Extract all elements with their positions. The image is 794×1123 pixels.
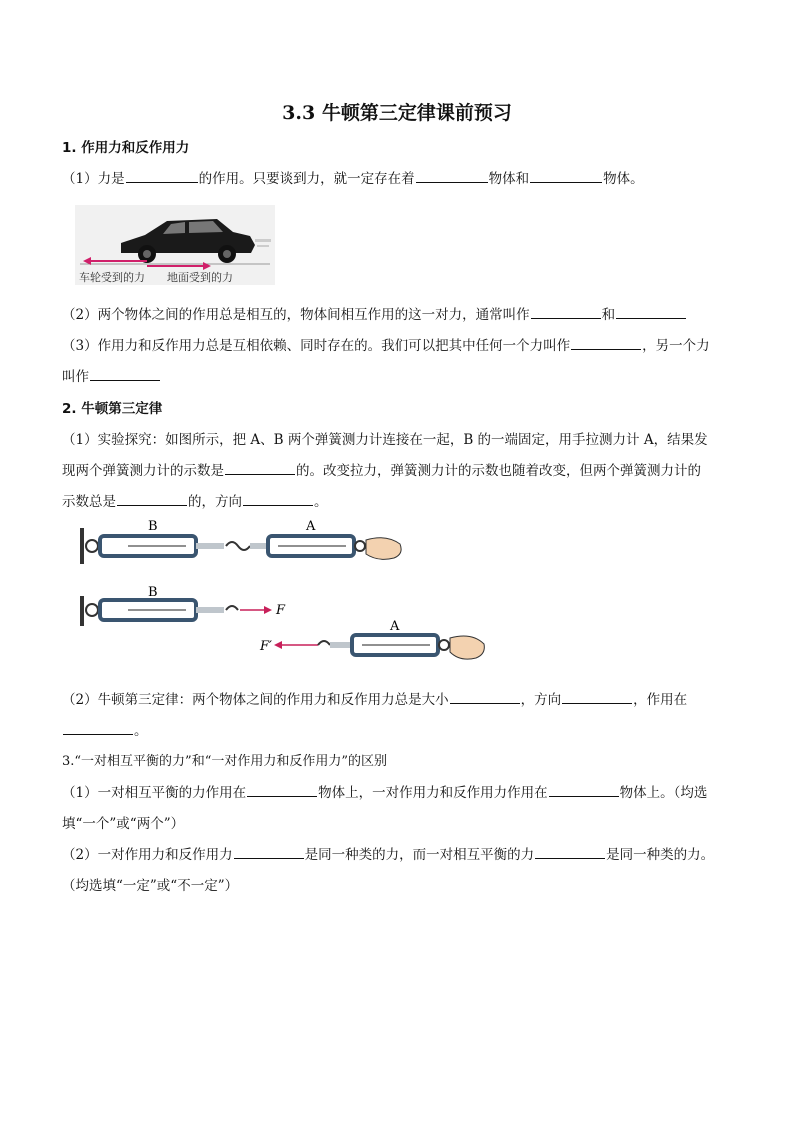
text: ，另一个力 xyxy=(642,338,710,354)
wall xyxy=(80,528,84,564)
ring xyxy=(355,541,365,551)
scale-rod xyxy=(196,543,224,549)
arrow-head xyxy=(264,606,272,614)
spring-scale-figure xyxy=(78,518,498,668)
fill-blank[interactable] xyxy=(126,169,198,183)
text: （2）两个物体之间的作用总是相互的，物体间相互作用的这一对力，通常叫作 xyxy=(62,307,530,323)
section3-heading: 3.“一对相互平衡的力”和“一对作用力和反作用力”的区别 xyxy=(62,754,387,769)
s1-paragraph-1 xyxy=(62,167,644,187)
scale-rod xyxy=(330,642,352,648)
spring-scale-illustration xyxy=(78,518,498,668)
scale-rod xyxy=(196,607,224,613)
text: ，方向 xyxy=(520,692,562,708)
section1-heading: 1. 作用力和反作用力 xyxy=(62,140,190,156)
fill-blank[interactable] xyxy=(90,367,160,381)
s1-paragraph-3b xyxy=(62,365,161,385)
exhaust-line xyxy=(257,245,269,247)
wheel-hub xyxy=(143,250,151,258)
text: （3）作用力和反作用力总是互相依赖、同时存在的。我们可以把其中任何一个力叫作 xyxy=(62,338,571,354)
text: 物体上。（均选 xyxy=(619,785,708,801)
exhaust-line xyxy=(255,239,271,242)
page-title: 3.3 牛顿第三定律课前预习 xyxy=(282,102,512,124)
text: 物体和 xyxy=(488,171,530,187)
text: 是同一种类的力。 xyxy=(606,847,715,863)
wall xyxy=(80,596,84,626)
ring xyxy=(86,540,98,552)
fill-blank[interactable] xyxy=(616,305,686,319)
label-a: A xyxy=(306,519,316,534)
fill-blank[interactable] xyxy=(225,461,295,475)
s3-paragraph-1b: 填“一个”或“两个”） xyxy=(62,816,185,832)
fill-blank[interactable] xyxy=(450,690,520,704)
text: （2）一对作用力和反作用力 xyxy=(62,847,233,863)
s3-paragraph-2b: （均选填“一定”或“不一定”） xyxy=(62,878,239,894)
section2-heading: 2. 牛顿第三定律 xyxy=(62,401,163,417)
fill-blank[interactable] xyxy=(247,783,317,797)
text: （2）牛顿第三定律：两个物体之间的作用力和反作用力总是大小 xyxy=(62,692,449,708)
label-b-2: B xyxy=(148,585,158,600)
fill-blank[interactable] xyxy=(63,721,133,735)
text: 。 xyxy=(314,494,328,510)
text: 物体。 xyxy=(603,171,644,187)
text: 物体上，一对作用力和反作用力作用在 xyxy=(318,785,548,801)
s2-paragraph-1b xyxy=(62,459,701,479)
text: ，作用在 xyxy=(633,692,688,708)
label-b: B xyxy=(148,519,158,534)
hook xyxy=(226,542,250,550)
text: 示数总是 xyxy=(62,494,116,510)
fill-blank[interactable] xyxy=(117,492,187,506)
text: （1）一对相互平衡的力作用在 xyxy=(62,785,247,801)
text: 。 xyxy=(134,723,148,739)
car-figure xyxy=(75,205,275,285)
s3-paragraph-1a xyxy=(62,781,707,801)
wheel-force-label: 车轮受到的力 xyxy=(79,271,145,284)
text: 的，方向 xyxy=(188,494,242,510)
scale-rod xyxy=(250,543,268,549)
text: 和 xyxy=(601,307,616,323)
text: 是同一种类的力，而一对相互平衡的力 xyxy=(304,847,535,863)
hook xyxy=(318,641,330,645)
arrow-head xyxy=(274,641,282,649)
fill-blank[interactable] xyxy=(416,169,488,183)
text: （1）力是 xyxy=(62,171,125,187)
fill-blank[interactable] xyxy=(243,492,313,506)
label-a-2: A xyxy=(390,619,400,634)
s2-paragraph-2a xyxy=(62,688,687,708)
s3-paragraph-2a xyxy=(62,843,714,863)
fill-blank[interactable] xyxy=(530,169,602,183)
fill-blank[interactable] xyxy=(562,690,632,704)
ring xyxy=(86,604,98,616)
label-f-prime: F′ xyxy=(260,639,272,654)
hand xyxy=(366,538,401,560)
ground-force-label: 地面受到的力 xyxy=(167,271,233,284)
s1-paragraph-2 xyxy=(62,303,687,323)
fill-blank[interactable] xyxy=(549,783,619,797)
fill-blank[interactable] xyxy=(571,336,641,350)
s2-paragraph-2b xyxy=(62,719,148,739)
wheel-hub xyxy=(223,250,231,258)
fill-blank[interactable] xyxy=(535,845,605,859)
ring xyxy=(439,640,449,650)
text: 的。改变拉力，弹簧测力计的示数也随着改变，但两个弹簧测力计的 xyxy=(296,463,701,479)
s1-paragraph-3 xyxy=(62,334,710,354)
s2-paragraph-1a: （1）实验探究：如图所示，把 A、B 两个弹簧测力计连接在一起，B 的一端固定，用手拉测力计 A，结果发 xyxy=(62,432,708,448)
label-f: F xyxy=(276,603,286,618)
s2-paragraph-1c xyxy=(62,490,328,510)
hand xyxy=(450,636,484,659)
text: 叫作 xyxy=(62,369,89,385)
fill-blank[interactable] xyxy=(234,845,304,859)
fill-blank[interactable] xyxy=(531,305,601,319)
text: 现两个弹簧测力计的示数是 xyxy=(62,463,224,479)
hook xyxy=(226,606,238,610)
text: 的作用。只要谈到力，就一定存在着 xyxy=(198,171,415,187)
